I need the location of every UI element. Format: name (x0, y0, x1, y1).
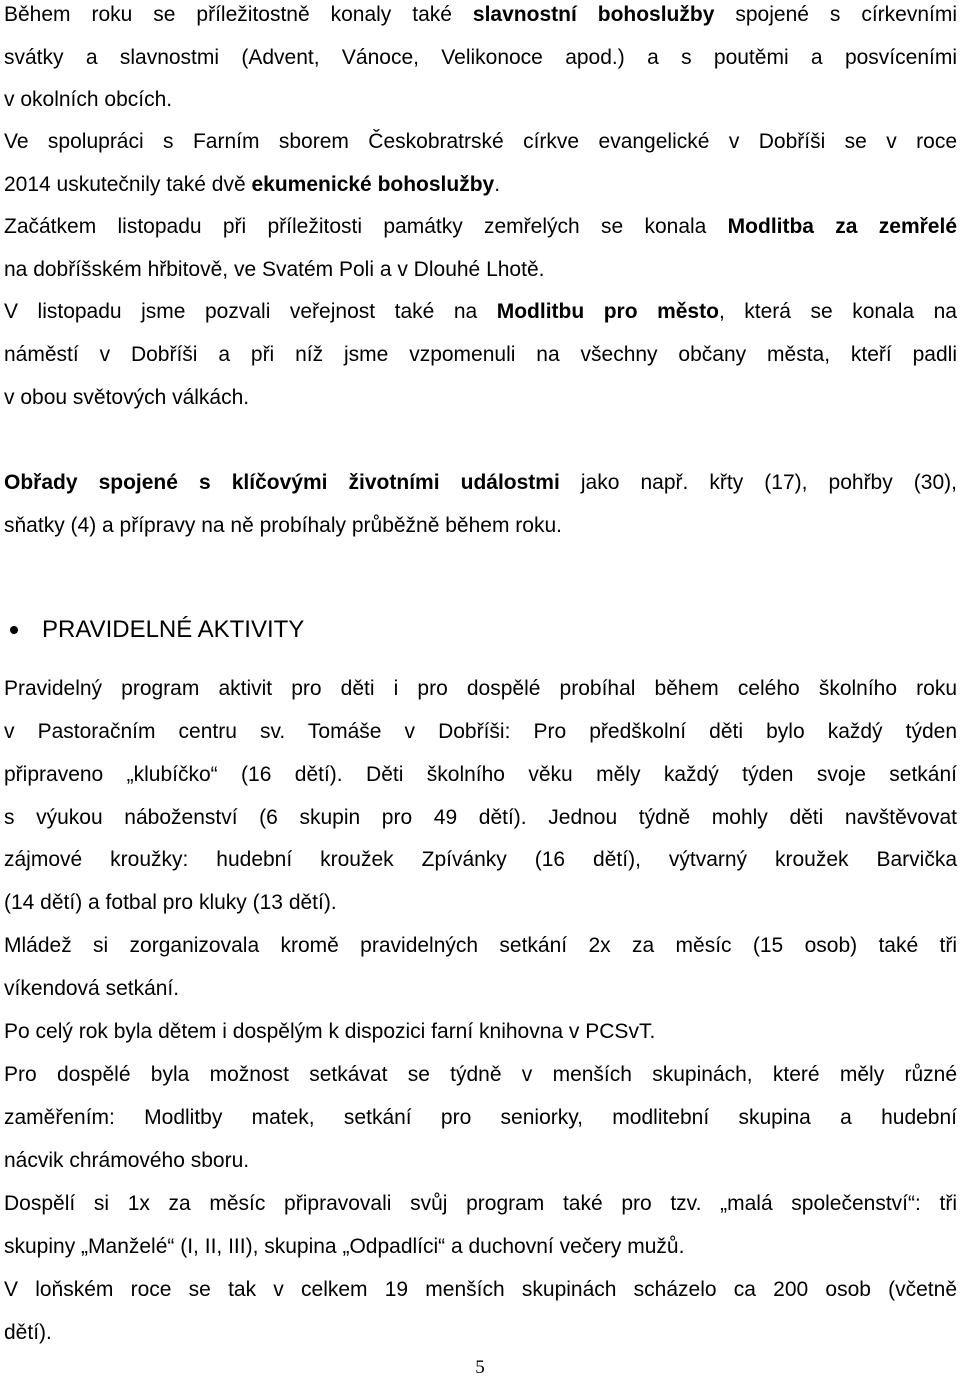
paragraph-line: dětí). (4, 1321, 52, 1344)
paragraph-line: na dobříšském hřbitově, ve Svatém Poli a v Dlouhé Lhotě. (4, 258, 545, 281)
paragraph-line: v Pastoračním centru sv. Tomáše v Dobříši: Pro předškolní děti bylo každý týden (4, 720, 957, 743)
paragraph-line: v obou světových válkách. (4, 386, 250, 409)
paragraph-line: víkendová setkání. (4, 977, 180, 1000)
paragraph-line: V listopadu jsme pozvali veřejnost také na Modlitbu pro město, která se konala na (4, 300, 957, 323)
paragraph-line: Ve spolupráci s Farním sborem Českobratrské církve evangelické v Dobříši se v roce (4, 130, 957, 153)
paragraph-line: Dospělí si 1x za měsíc připravovali svůj program také pro tzv. „malá společenství“: tři (4, 1192, 957, 1215)
paragraph-line: s výukou náboženství (6 skupin pro 49 dětí). Jednou týdně mohly děti navštěvovat (4, 806, 957, 829)
paragraph-line: Mládež si zorganizovala kromě pravidelných setkání 2x za měsíc (15 osob) také tři (4, 934, 957, 957)
paragraph-line: V loňském roce se tak v celkem 19 menších skupinách scházelo ca 200 osob (včetně (4, 1278, 957, 1301)
paragraph-line: Pravidelný program aktivit pro děti i pro dospělé probíhal během celého školního roku (4, 677, 957, 700)
paragraph-line: svátky a slavnostmi (Advent, Vánoce, Velikonoce apod.) a s poutěmi a posvíceními (4, 46, 957, 69)
paragraph-line: (14 dětí) a fotbal pro kluky (13 dětí). (4, 891, 337, 914)
paragraph-line: nácvik chrámového sboru. (4, 1149, 250, 1172)
paragraph-line: připraveno „klubíčko“ (16 dětí). Děti školního věku měly každý týden svoje setkání (4, 763, 957, 786)
paragraph-line: 2014 uskutečnily také dvě ekumenické bohoslužby. (4, 173, 501, 196)
paragraph-line: v okolních obcích. (4, 88, 173, 111)
paragraph-line: Po celý rok byla dětem i dospělým k dispozici farní knihovna v PCSvT. (4, 1020, 656, 1043)
paragraph-line: Během roku se příležitostně konaly také slavnostní bohoslužby spojené s církevními (4, 3, 958, 26)
paragraph-line: náměstí v Dobříši a při níž jsme vzpomenuli na všechny občany města, kteří padli (4, 343, 957, 366)
section-heading: PRAVIDELNÉ AKTIVITY (42, 616, 305, 643)
bullet-icon (10, 626, 18, 634)
paragraph-line: skupiny „Manželé“ (I, II, III), skupina „Odpadlíci“ a duchovní večery mužů. (4, 1235, 685, 1258)
page-number: 5 (475, 1357, 485, 1378)
paragraph-line: zájmové kroužky: hudební kroužek Zpívánky (16 dětí), výtvarný kroužek Barvička (4, 848, 957, 871)
paragraph-line: Pro dospělé byla možnost setkávat se týdně v menších skupinách, které měly různé (4, 1063, 957, 1086)
paragraph-line: zaměřením: Modlitby matek, setkání pro seniorky, modlitební skupina a hudební (4, 1106, 957, 1129)
paragraph-line: Začátkem listopadu při příležitosti památky zemřelých se konala Modlitba za zemřelé (4, 215, 957, 238)
paragraph-line: sňatky (4) a přípravy na ně probíhaly průběžně během roku. (4, 514, 562, 537)
paragraph-line: Obřady spojené s klíčovými životními událostmi jako např. křty (17), pohřby (30), (4, 471, 957, 494)
